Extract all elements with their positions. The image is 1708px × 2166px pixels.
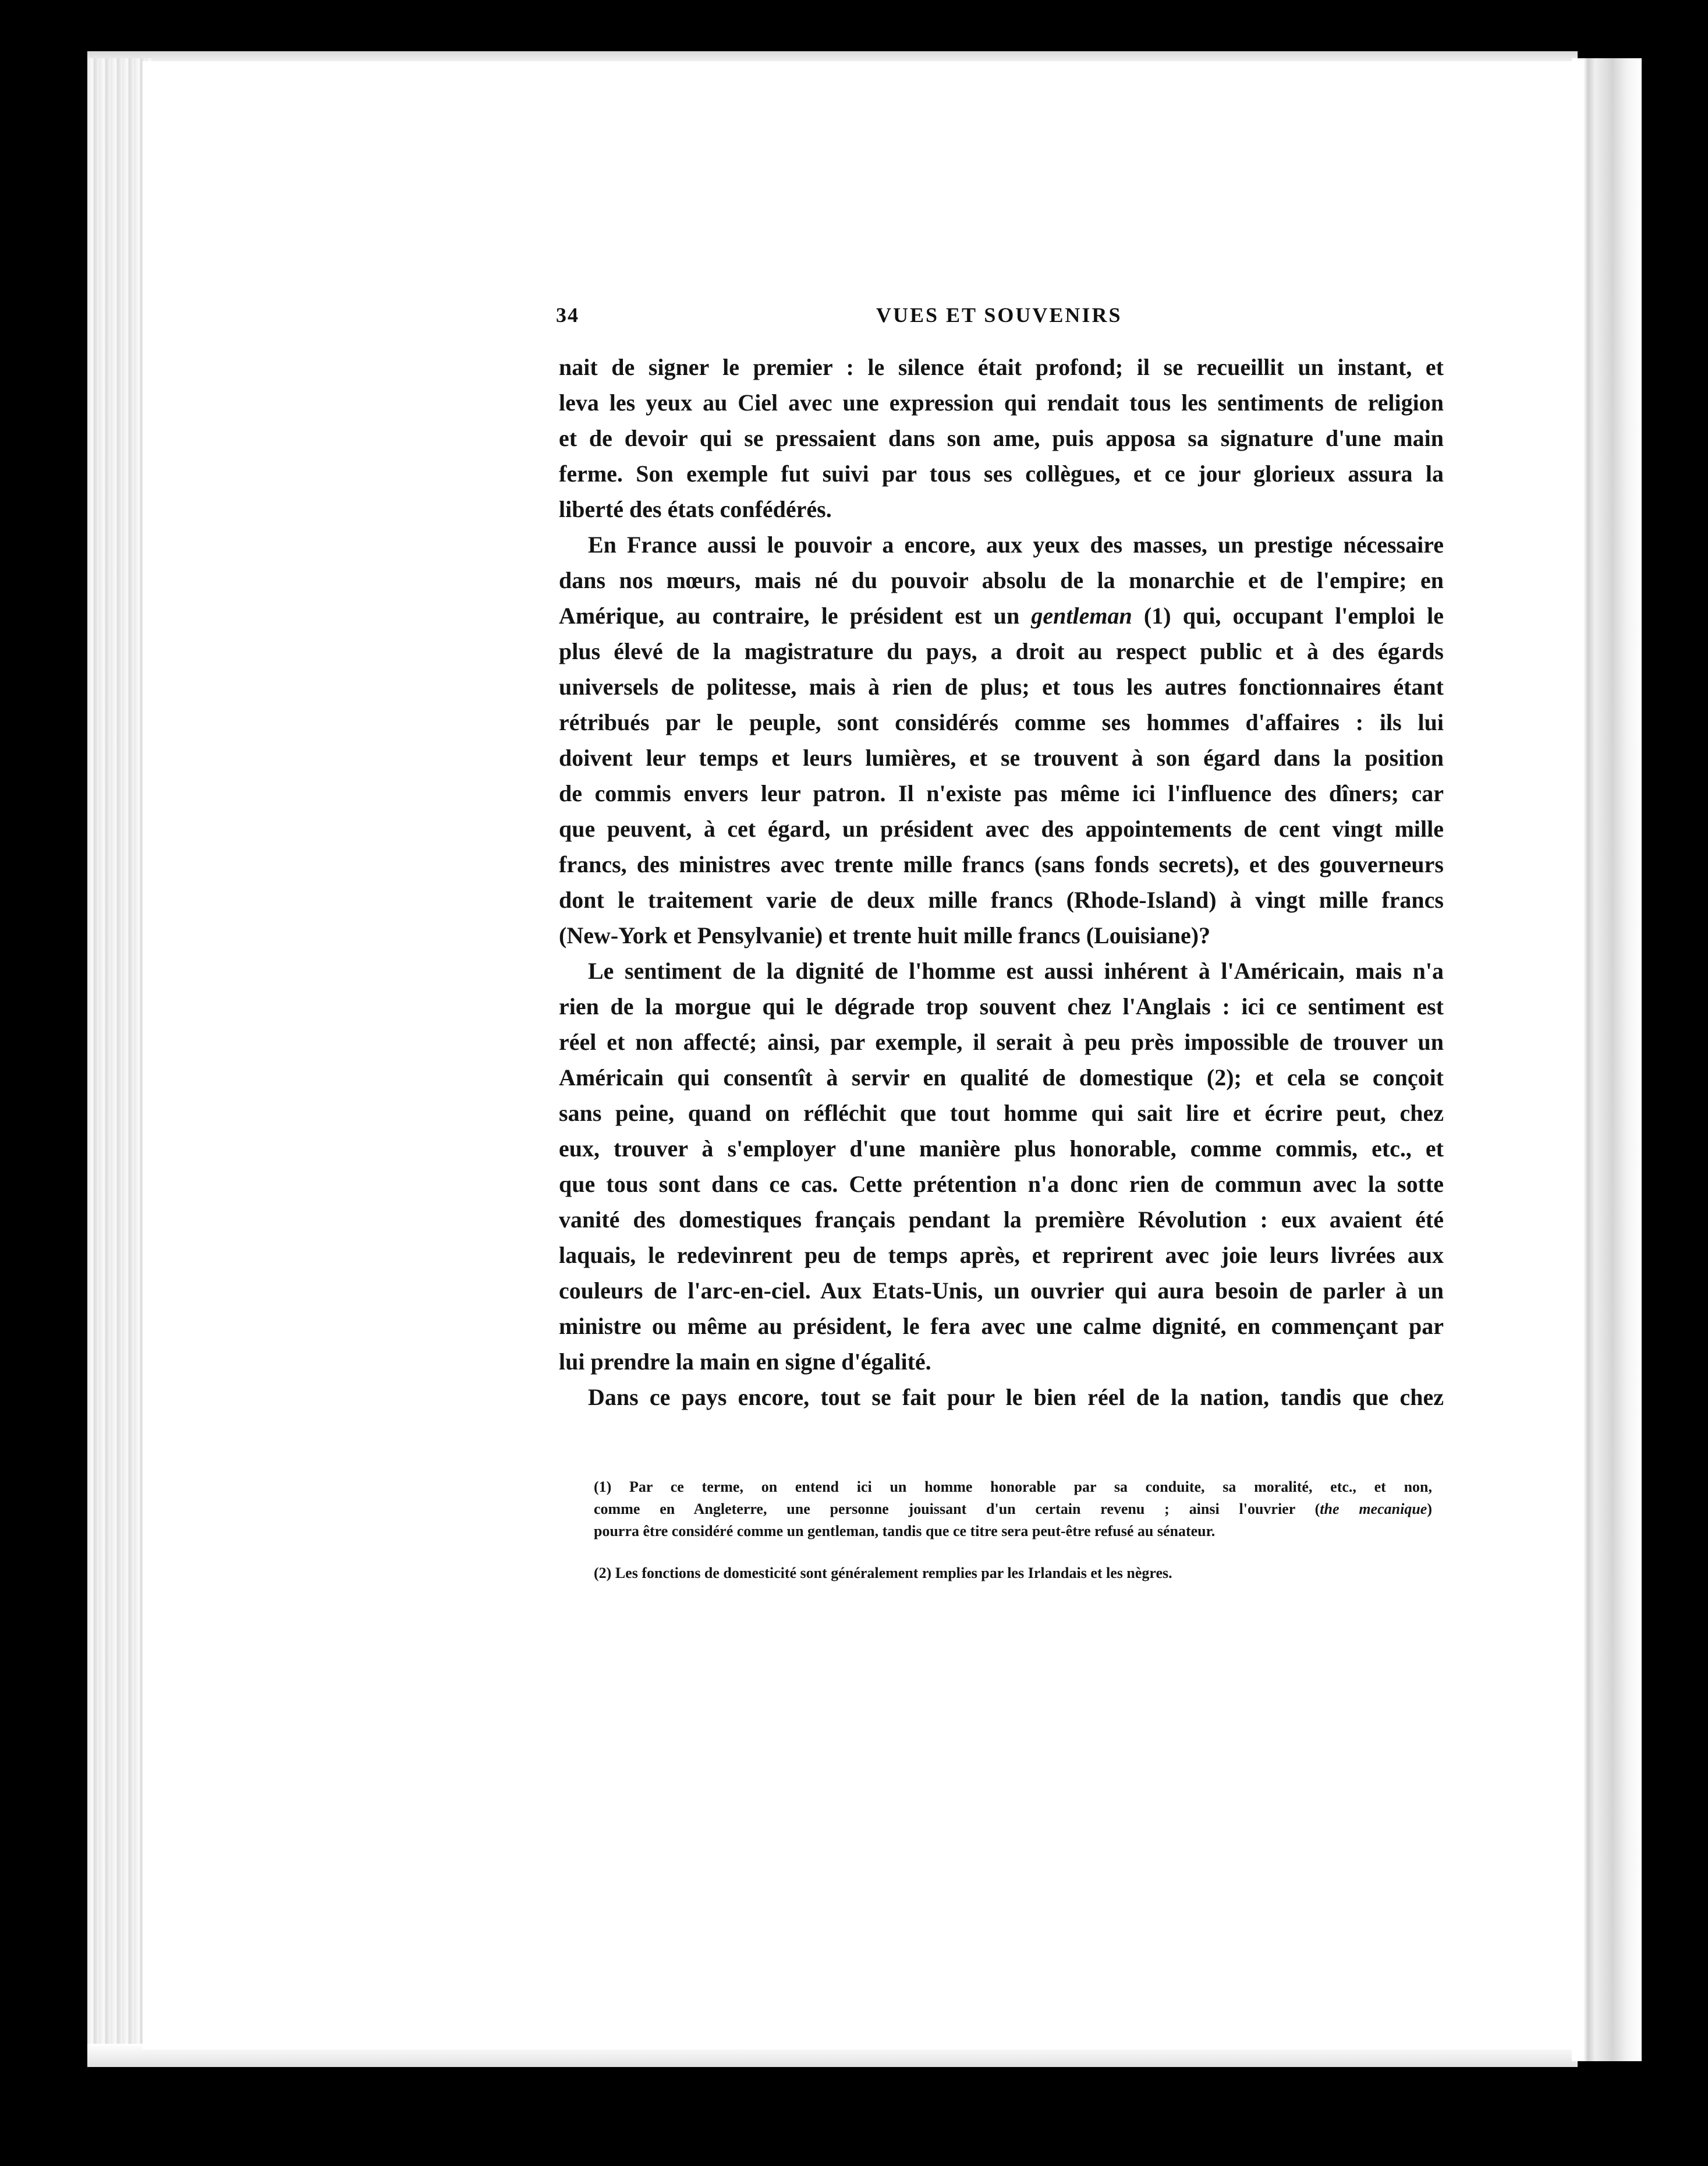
text-line: rien de la morgue qui le dégrade trop souvent chez l'Anglais : ici ce sentiment est (559, 993, 1444, 1020)
paragraph-start-line: Le sentiment de la dignité de l'homme est aussi inhérent à l'Américain, mais n'a (588, 958, 1444, 984)
text-line: ministre ou même au président, le fera avec une calme dignité, en commençant par (559, 1313, 1444, 1339)
text-line: doivent leur temps et leurs lumières, et se trouvent à son égard dans la position (559, 745, 1444, 771)
text-line: universels de politesse, mais à rien de plus; et tous les autres fonctionnaires étant (559, 674, 1444, 700)
footnote-line: (1) Par ce terme, on entend ici un homme honorable par sa conduite, sa moralité, etc., et non, (594, 1478, 1432, 1495)
text-line: plus élevé de la magistrature du pays, a droit au respect public et à des égards (559, 638, 1444, 664)
paragraph-start-line: En France aussi le pouvoir a encore, aux yeux des masses, un prestige nécessaire (588, 532, 1444, 558)
text-line: dans nos mœurs, mais né du pouvoir absolu de la monarchie et de l'empire; en (559, 567, 1444, 593)
text-line: réel et non affecté; ainsi, par exemple, il serait à peu près impossible de trouver un (559, 1029, 1444, 1055)
text-line: couleurs de l'arc-en-ciel. Aux Etats-Unis, un ouvrier qui aura besoin de parler à un (559, 1277, 1444, 1304)
text-line: vanité des domestiques français pendant la première Révolution : eux avaient été (559, 1206, 1444, 1233)
page-edge-left (87, 58, 151, 2061)
text-line: ferme. Son exemple fut suivi par tous ses collègues, et ce jour glorieux assura la (559, 461, 1444, 487)
running-head: VUES ET SOUVENIRS (876, 303, 1122, 327)
text-line: (New-York et Pensylvanie) et trente huit mille francs (Louisiane)? (559, 922, 1211, 948)
text-line: liberté des états confédérés. (559, 496, 832, 522)
body-text (559, 349, 1444, 1415)
footnote-line: (2) Les fonctions de domesticité sont généralement remplies par les Irlandais et les nègres. (594, 1565, 1172, 1581)
text-line: leva les yeux au Ciel avec une expression qui rendait tous les sentiments de religion (559, 390, 1444, 416)
text-line: eux, trouver à s'employer d'une manière plus honorable, comme commis, etc., et (559, 1135, 1444, 1162)
footnote-line: pourra être considéré comme un gentleman, tandis que ce titre sera peut-être refusé au sénateur. (594, 1523, 1216, 1539)
text-line: Amérique, au contraire, le président est un gentleman (1) qui, occupant l'emploi le (559, 603, 1444, 629)
text-line: lui prendre la main en signe d'égalité. (559, 1349, 931, 1375)
text-line: nait de signer le premier : le silence était profond; il se recueillit un instant, et (559, 354, 1444, 380)
text-line: que peuvent, à cet égard, un président avec des appointements de cent vingt mille (559, 816, 1444, 842)
text-line: et de devoir qui se pressaient dans son ame, puis apposa sa signature d'une main (559, 425, 1444, 451)
text-line: Américain qui consentît à servir en qualité de domestique (2); et cela se conçoit (559, 1064, 1444, 1091)
text-line: de commis envers leur patron. Il n'existe pas même ici l'influence des dîners; car (559, 780, 1444, 806)
page-edge-right (1572, 58, 1642, 2061)
page-number: 34 (556, 303, 579, 327)
text-line: francs, des ministres avec trente mille francs (sans fonds secrets), et des gouverneurs (559, 851, 1444, 877)
text-line: rétribués par le peuple, sont considérés comme ses hommes d'affaires : ils lui (559, 709, 1444, 735)
text-line: sans peine, quand on réfléchit que tout homme qui sait lire et écrire peut, chez (559, 1100, 1444, 1126)
footnotes (594, 1476, 1432, 1584)
footnote-line: comme en Angleterre, une personne jouissant d'un certain revenu ; ainsi l'ouvrier (the mecanique) (594, 1500, 1432, 1517)
text-line: laquais, le redevinrent peu de temps après, et reprirent avec joie leurs livrées aux (559, 1242, 1444, 1268)
paragraph-start-line: Dans ce pays encore, tout se fait pour le bien réel de la nation, tandis que chez (588, 1384, 1444, 1410)
text-line: dont le traitement varie de deux mille francs (Rhode-Island) à vingt mille francs (559, 887, 1444, 913)
text-line: que tous sont dans ce cas. Cette prétention n'a donc rien de commun avec la sotte (559, 1171, 1444, 1197)
